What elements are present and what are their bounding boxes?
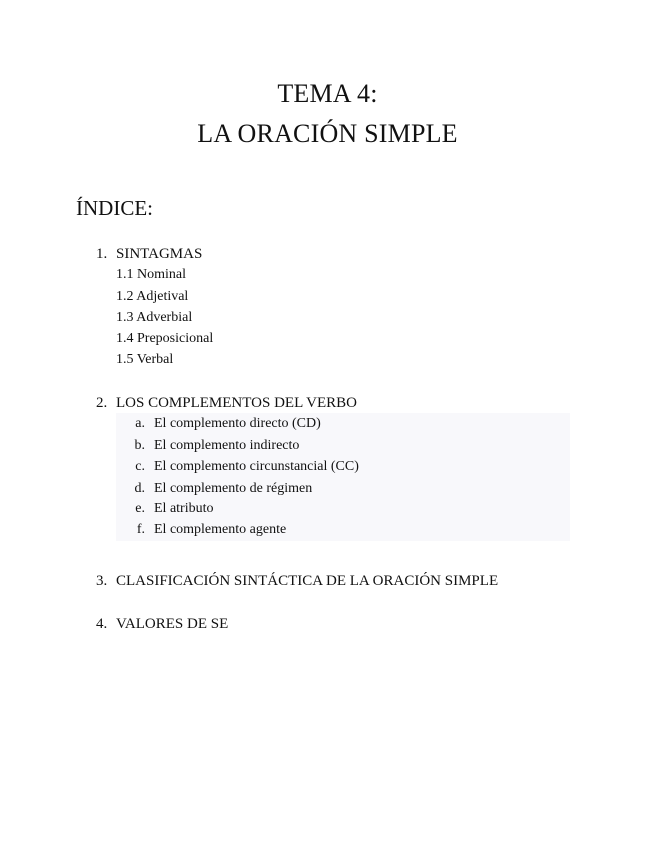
subitem-verbal: 1.5 Verbal [116,352,174,367]
index-heading: ÍNDICE: [76,196,153,220]
section-label: VALORES DE SE [116,616,229,632]
section-label: SINTAGMAS [116,246,203,262]
section-number: 2. [96,395,108,411]
section-number: 4. [96,616,108,632]
sublist-letter: d. [134,481,145,496]
subitem-complemento-regimen: El complemento de régimen [154,481,313,496]
sublist-letter: c. [135,459,145,474]
subitem-complemento-indirecto: El complemento indirecto [154,438,300,453]
section-label: LOS COMPLEMENTOS DEL VERBO [116,395,357,411]
section-label: CLASIFICACIÓN SINTÁCTICA DE LA ORACIÓN SIMPLE [116,573,499,589]
subitem-complemento-agente: El complemento agente [154,522,287,537]
sublist-letter: b. [134,438,145,453]
subitem-preposicional: 1.4 Preposicional [116,331,214,346]
section-number: 1. [96,246,108,262]
section-number: 3. [96,573,108,589]
document-title-line-1: TEMA 4: [277,79,378,108]
subitem-adverbial: 1.3 Adverbial [116,310,193,325]
sublist-letter: e. [135,501,145,516]
subitem-nominal: 1.1 Nominal [116,267,186,282]
subitem-atributo: El atributo [154,501,214,516]
subitem-complemento-directo: El complemento directo (CD) [154,416,321,431]
sublist-letter: a. [135,416,145,431]
subitem-adjetival: 1.2 Adjetival [116,289,189,304]
subitem-complemento-circunstancial: El complemento circunstancial (CC) [154,459,359,474]
sublist-letter: f. [136,522,145,537]
document-title-line-2: LA ORACIÓN SIMPLE [197,119,458,148]
